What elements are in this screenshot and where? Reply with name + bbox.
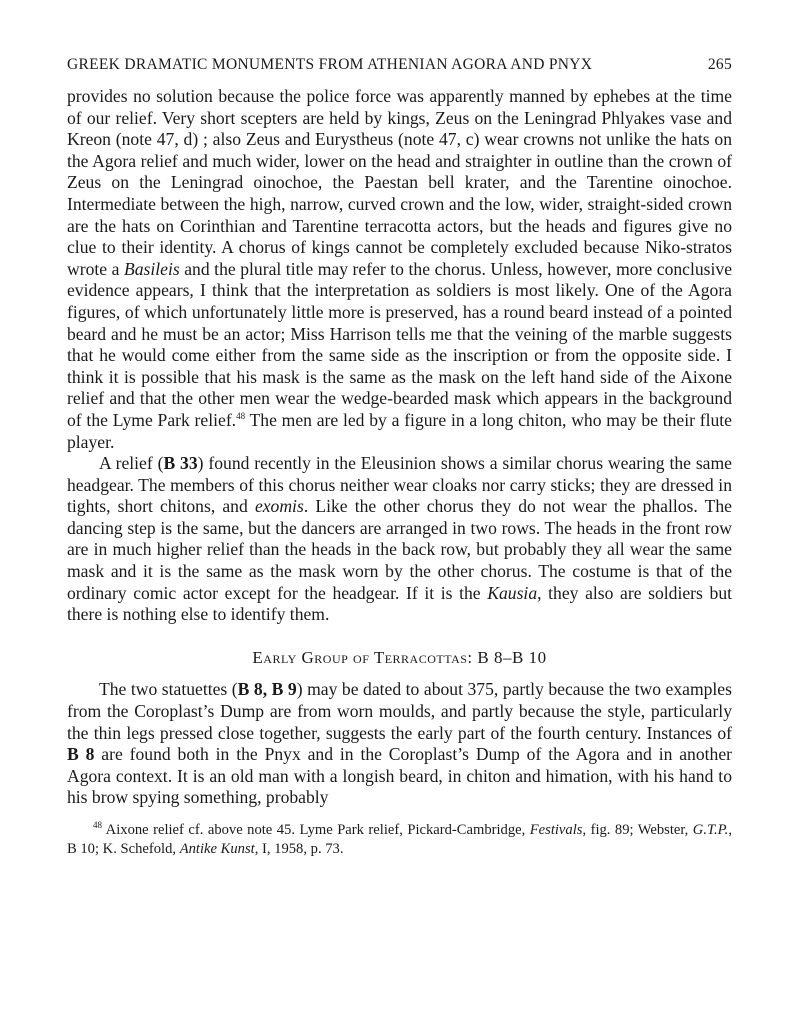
section-heading [67,647,732,669]
footnote-number: 48 [93,820,102,831]
text-run: ) may be dated to about 375, partly because the two examples from the Coroplast’s Dump are from worn moulds, and partly because the style, particularly the thin legs pressed close together, suggests the early part of the fourth century. Instances of [67,679,732,743]
catalogue-ref: B 8 [67,744,95,765]
text-run: A relief ( [99,453,164,474]
text-run: and the plural title may refer to the chorus. Unless, however, more conclusive evidence appears, I think that the interpretation as soldiers is most likely. One of the Agora figures, of which unfortunately little more is preserved, has a round beard instead of a pointed beard and he must be an actor; Miss Harrison tells me that the veining of the marble suggests that he would come either from the same side as the inscription or from the opposite side. I think it is possible that his mask is the same as the mask on the left hand side of the Aixone relief and that the other men wear the wedge-bearded mask which appears in the background of the Lyme Park relief. [67,258,732,430]
footnote-marker[interactable]: 48 [236,411,246,422]
italic-title-basileis: Basileis [123,258,180,279]
text-run: , fig. 89; Webster, [582,822,693,838]
text-run: , they also are soldiers but there is nothing else to identify them. [67,582,732,625]
text-run: . Like the other chorus they do not wear the phallos. The dancing step is the same, but the dancers are arranged in two rows. The heads in the front row are in much higher relief than the heads in the back row, but probably they all wear the same mask and it is the same as the mask worn by the other chorus. The costume is that of the ordinary comic actor except for the headgear. If it is the [67,496,732,603]
italic-term: exomis [254,496,304,517]
page [67,56,732,859]
text-run: The two statuettes ( [99,679,238,700]
italic-term: Kausia [487,582,538,603]
running-head [67,56,732,74]
catalogue-ref: B 8, B 9 [237,679,297,700]
italic-title: Festivals [529,822,583,838]
text-run: , I, 1958, p. 73. [254,841,344,857]
text-run: The men are led by a figure in a long chiton, who may be their flute player. [67,409,732,452]
text-run: ) found recently in the Eleusinion shows a similar chorus wearing the same headgear. The members of this chorus neither wear cloaks nor carry sticks; they are dressed in tights, short chitons, and [67,453,732,517]
running-title: GREEK DRAMATIC MONUMENTS FROM ATHENIAN AGORA AND PNYX [67,56,593,73]
body-text [67,86,732,809]
text-run: , B 10; K. Schefold, [67,822,732,857]
paragraph-3 [67,679,732,809]
text-run: are found both in the Pnyx and in the Coroplast’s Dump of the Agora and in another Agora context. It is an old man with a longish beard, in chiton and himation, with his hand to his brow spying something, probably [67,744,732,808]
italic-title: G.T.P. [692,822,729,838]
text-run: provides no solution because the police force was apparently manned by ephebes at the time of our relief. Very short scepters are held by kings, Zeus on the Leningrad Phlyakes vase and Kreon (note 47, d) ; also Zeus and Eurystheus (note 47, c) wear crowns not unlike the hats on the Agora relief and much wider, lower on the head and straighter in outline than the crown of Zeus on the Leningrad oinochoe, the Paestan bell krater, and the Tarentine oinochoe. Intermediate between the high, narrow, curved crown and the low, wider, straight-sided crown are the hats on Corinthian and Tarentine terracotta actors, but the heads and figures give no clue to their identity. A chorus of kings cannot be completely excluded because Niko-stratos wrote a [67,86,732,279]
paragraph-2 [67,453,732,626]
text-run: Aixone relief cf. above note 45. Lyme Park relief, Pickard-Cambridge, [102,822,530,838]
italic-title: Antike Kunst [179,841,255,857]
paragraph-1 [67,86,732,453]
section-range: : B 8–B 10 [467,647,547,667]
footnote [67,821,732,859]
catalogue-ref: B 33 [163,453,198,474]
page-number: 265 [707,56,732,73]
section-title: Early Group of Terracottas [252,647,468,667]
